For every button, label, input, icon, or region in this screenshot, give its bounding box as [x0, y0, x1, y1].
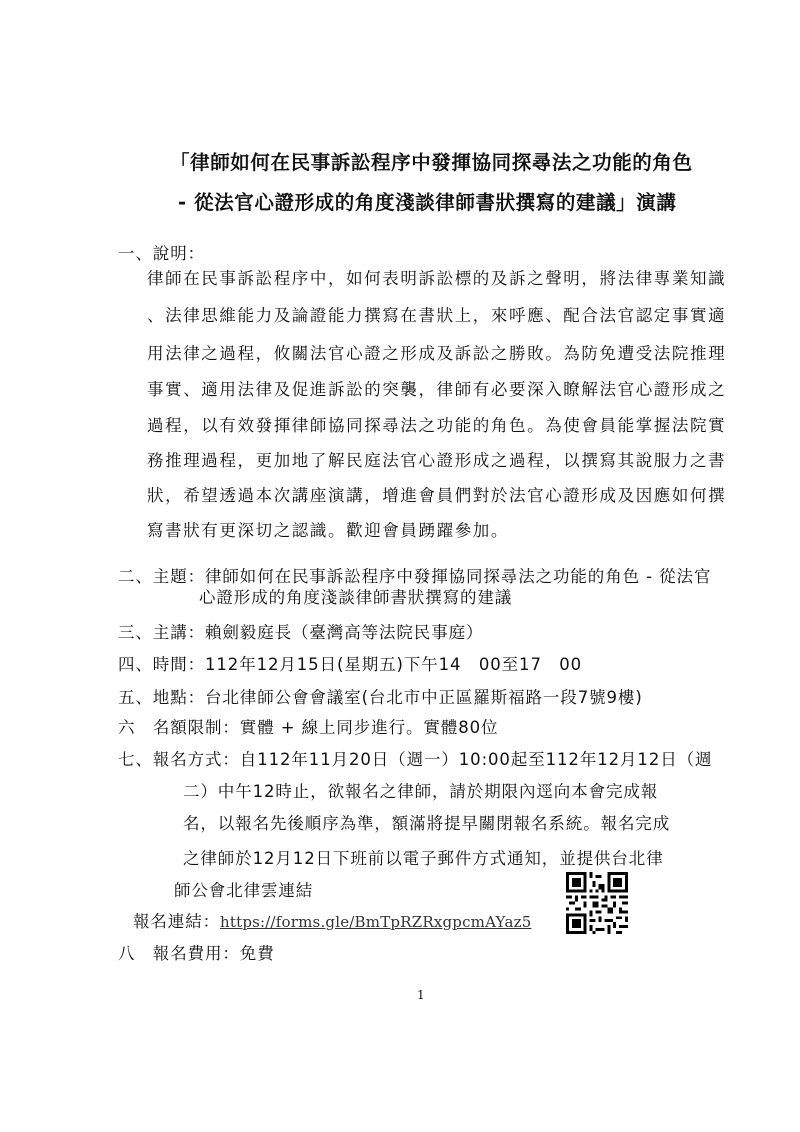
registration-link[interactable]: https://forms.gle/BmTpRZRxgpcmAYaz5	[220, 913, 532, 931]
section1-line: 用法律之過程，攸關法官心證之形成及訴訟之勝敗。為防免遭受法院推理	[147, 344, 727, 363]
section1-line: 狀，希望透過本次講座演講，增進會員們對於法官心證形成及因應如何撰	[147, 486, 727, 505]
section7-line: 二）中午12時止，欲報名之律師，請於期限內逕向本會完成報	[183, 782, 659, 801]
section1-line: 事實、適用法律及促進訴訟的突襲，律師有必要深入瞭解法官心證形成之	[147, 380, 727, 399]
section3-speaker: 三、主講：賴劍毅庭長（臺灣高等法院民事庭）	[118, 623, 484, 642]
title-line-1: 「律師如何在民事訴訟程序中發揮協同探尋法之功能的角色	[170, 151, 693, 174]
section2-line-1: 二、主題：律師如何在民事訴訟程序中發揮協同探尋法之功能的角色 - 從法官	[118, 567, 712, 586]
section7-line: 師公會北律雲連結	[174, 881, 314, 900]
section1-line: 過程，以有效發揮律師協同探尋法之功能的角色。為使會員能掌握法院實	[147, 416, 727, 435]
section7-line: 之律師於12月12日下班前以電子郵件方式通知，並提供台北律	[183, 849, 664, 868]
section7-line: 名，以報名先後順序為準，額滿將提早關閉報名系統。報名完成	[183, 814, 671, 833]
section1-line: 、法律思維能力及論證能力撰寫在書狀上，來呼應、配合法官認定事實適	[147, 306, 727, 325]
section5-location: 五、地點：台北律師公會會議室(台北市中正區羅斯福路一段7號9樓)	[118, 688, 643, 707]
section1-line: 律師在民事訴訟程序中，如何表明訴訟標的及訴之聲明，將法律專業知識	[147, 269, 727, 288]
section8-fee: 八 報名費用：免費	[118, 944, 275, 963]
title-line-2: - 從法官心證形成的角度淺談律師書狀撰寫的建議」演講	[178, 191, 677, 214]
section2-line-2: 心證形成的角度淺談律師書狀撰寫的建議	[199, 588, 513, 607]
section1-heading: 一、說明：	[118, 244, 205, 263]
registration-link-label: 報名連結：	[133, 912, 220, 931]
section1-line: 務推理過程，更加地了解民庭法官心證形成之過程，以撰寫其說服力之書	[147, 451, 727, 470]
page-number: 1	[417, 988, 425, 1002]
section6-quota: 六 名額限制：實體 + 線上同步進行。實體80位	[118, 718, 499, 737]
registration-link-row	[133, 908, 531, 932]
section4-time: 四、時間：112年12月15日(星期五)下午14 00至17 00	[118, 655, 583, 674]
qr-code-icon	[566, 872, 628, 934]
section7-line: 七、報名方式：自112年11月20日（週一）10:00起至112年12月12日（週	[118, 750, 713, 769]
section1-line: 寫書狀有更深切之認識。歡迎會員踴躍參加。	[147, 521, 509, 540]
